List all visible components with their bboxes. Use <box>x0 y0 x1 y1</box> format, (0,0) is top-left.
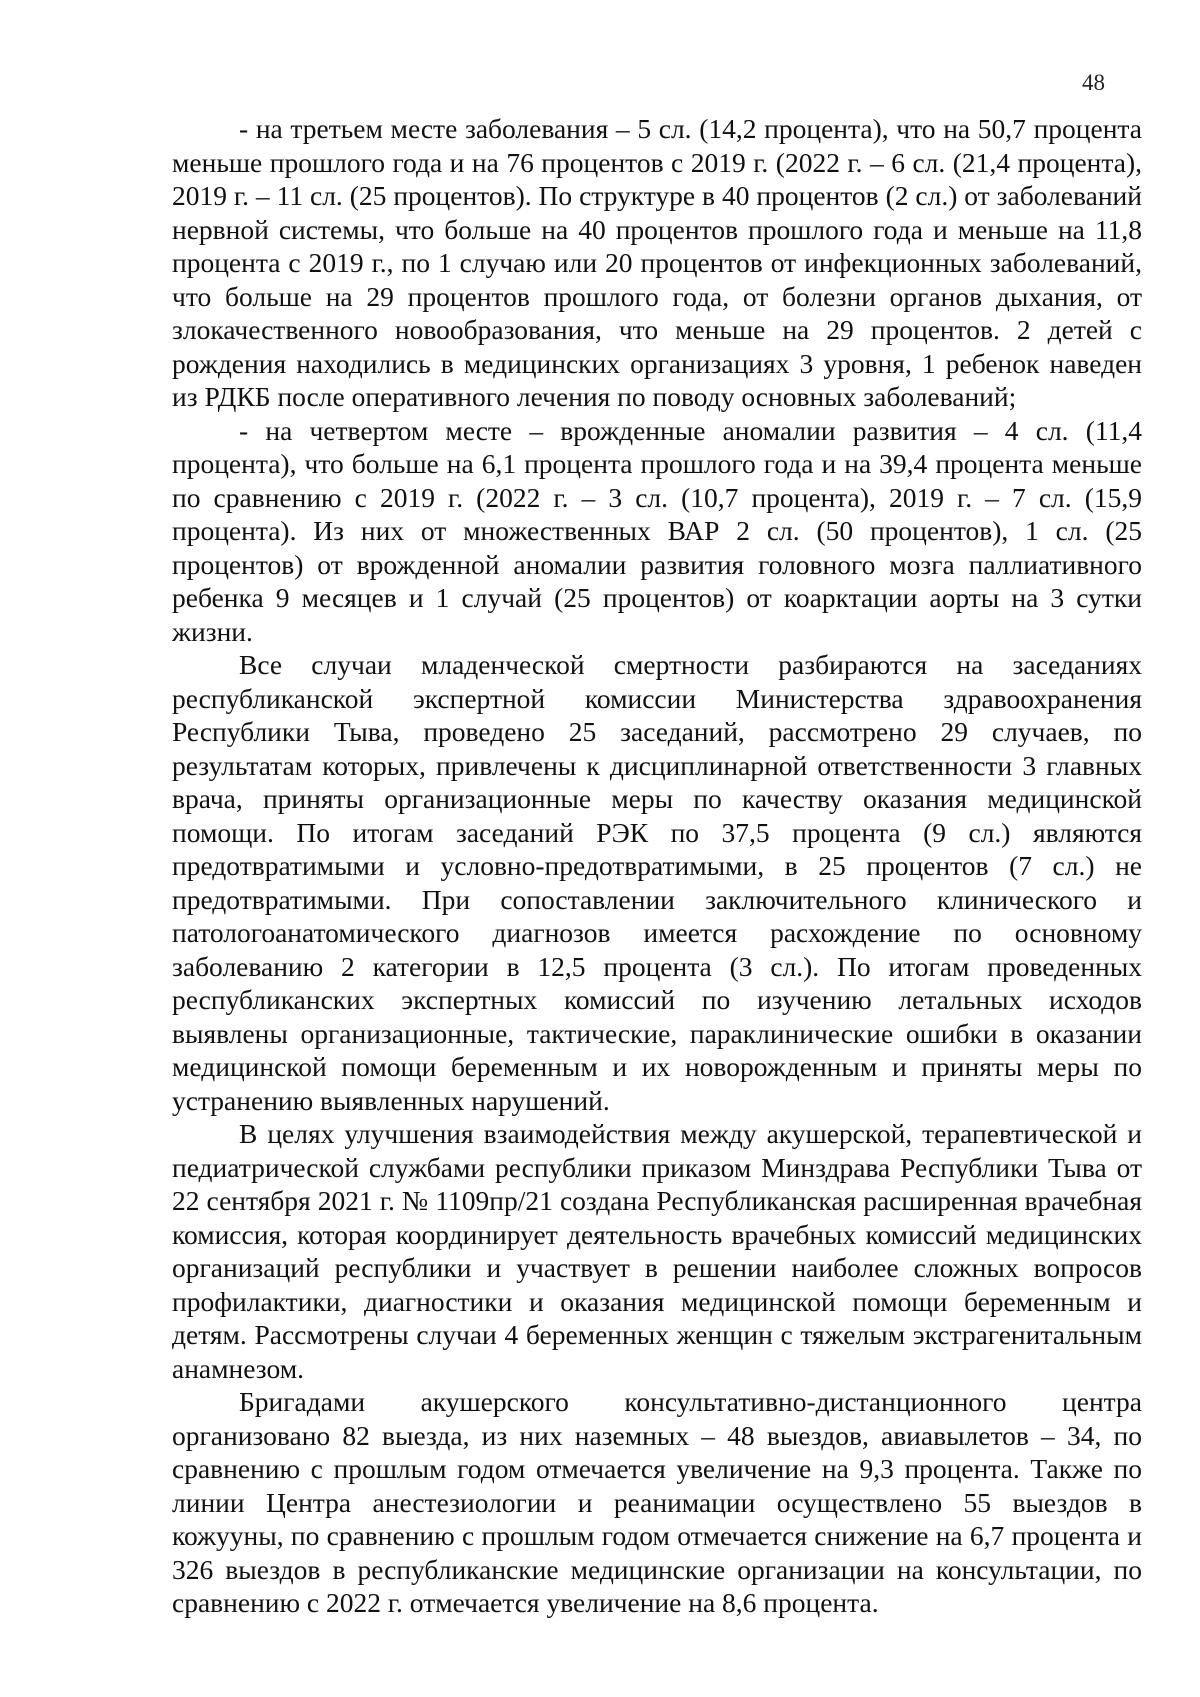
paragraph-consultation-trips: Бригадами акушерского консультативно-дистанционного центра организовано 82 выезда, из них наземных – 48 выездов, авиавылетов – 34, по сравнению с прошлым годом отмечается увеличение на 9,3 процента. Также по линии Центра анестезиологии и реанимации осуществлено 55 выездов в кожууны, по сравнению с прошлым годом отмечается снижение на 6,7 процента и 326 выездов в республиканские медицинские организации на консультации, по сравнению с 2022 г. отмечается увеличение на 8,6 процента. <box>172 1386 1142 1618</box>
paragraph-infant-mortality-review: Все случаи младенческой смертности разбираются на заседаниях республиканской экспертной комиссии Министерства здравоохранения Республики Тыва, проведено 25 заседаний, рассмотрено 29 случаев, по результатам которых, привлечены к дисциплинарной ответственности 3 главных врача, приняты организационные меры по качеству оказания медицинской помощи. По итогам заседаний РЭК по 37,5 процента (9 сл.) являются предотвратимыми и условно-предотвратимыми, в 25 процентов (7 сл.) не предотвратимыми. При сопоставлении заключительного клинического и патологоанатомического диагнозов имеется расхождение по основному заболеванию 2 категории в 12,5 процента (3 сл.). По итогам проведенных республиканских экспертных комиссий по изучению летальных исходов выявлены организационные, тактические, параклинические ошибки в оказании медицинской помощи беременным и их новорожденным и приняты меры по устранению выявленных нарушений. <box>172 649 1142 1116</box>
page-number: 48 <box>1082 70 1105 95</box>
paragraph-fourth-place: - на четвертом месте – врожденные аномалии развития – 4 сл. (11,4 процента), что больше на 6,1 процента прошлого года и на 39,4 процента меньше по сравнению с 2019 г. (2022 г. – 3 сл. (10,7 процента), 2019 г. – 7 сл. (15,9 процента). Из них от множественных ВАР 2 сл. (50 процентов), 1 сл. (25 процентов) от врожденной аномалии развития головного мозга паллиативного ребенка 9 месяцев и 1 случай (25 процентов) от коарктации аорты на 3 сутки жизни. <box>172 414 1142 647</box>
document-body <box>172 112 1142 1620</box>
paragraph-third-place: - на третьем месте заболевания – 5 сл. (14,2 процента), что на 50,7 процента меньше прошлого года и на 76 процентов с 2019 г. (2022 г. – 6 сл. (21,4 процента), 2019 г. – 11 сл. (25 процентов). По структуре в 40 процентов (2 сл.) от заболеваний нервной системы, что больше на 40 процентов прошлого года и меньше на 11,8 процента с 2019 г., по 1 случаю или 20 процентов от инфекционных заболеваний, что больше на 29 процентов прошлого года, от болезни органов дыхания, от злокачественного новообразования, что меньше на 29 процентов. 2 детей с рождения находились в медицинских организациях 3 уровня, 1 ребенок наведен из РДКБ после оперативного лечения по поводу основных заболеваний; <box>172 113 1142 412</box>
paragraph-medical-commission: В целях улучшения взаимодействия между акушерской, терапевтической и педиатрической службами республики приказом Минздрава Республики Тыва от 22 сентября 2021 г. № 1109пр/21 создана Республиканская расширенная врачебная комиссия, которая координирует деятельность врачебных комиссий медицинских организаций республики и участвует в решении наиболее сложных вопросов профилактики, диагностики и оказания медицинской помощи беременным и детям. Рассмотрены случаи 4 беременных женщин с тяжелым экстрагенитальным анамнезом. <box>172 1118 1142 1384</box>
